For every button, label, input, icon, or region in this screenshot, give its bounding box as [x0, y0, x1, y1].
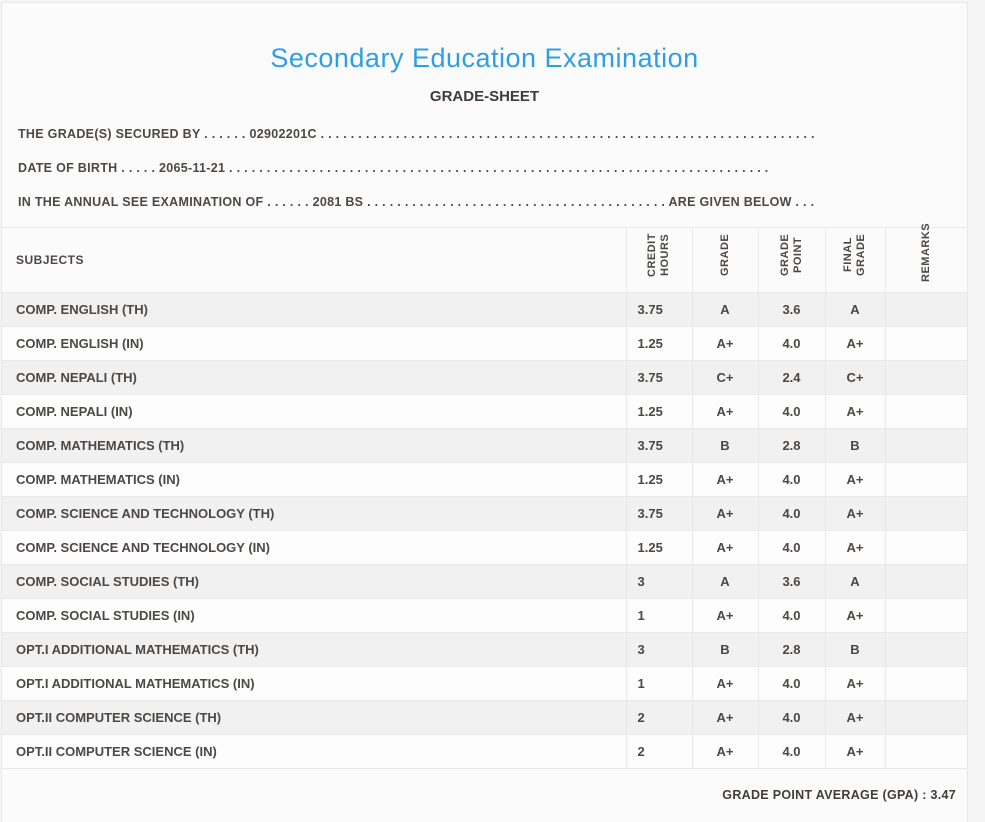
- table-row: [2, 497, 967, 531]
- cell-credit-hours: 1.25: [626, 327, 692, 361]
- statement-label: THE GRADE(S) SECURED BY: [18, 127, 201, 141]
- cell-final-grade: B: [825, 633, 885, 667]
- cell-grade-point: 4.0: [758, 599, 825, 633]
- dotted-fill: . . . . . . . . . . . . . . . . . . . . . . . . . . . . . . . . . . . . . . . . . . . . . . . . . . . . . . . . . . . . . . . . . .: [316, 127, 815, 141]
- cell-subject: COMP. ENGLISH (TH): [16, 302, 148, 317]
- cell-final-grade: C+: [825, 361, 885, 395]
- cell-grade: A+: [692, 327, 758, 361]
- dotted-fill: . . . . . . . . . . . . . . . . . . . . . . . . . . . . . . . . . . . . . . . . . . . . . . . . . . . . . . . . . . . . . . . . . . . . . . . .: [225, 161, 769, 175]
- cell-credit-hours: 1: [626, 599, 692, 633]
- statement-date-of-birth: [18, 159, 866, 177]
- cell-final-grade: A+: [825, 497, 885, 531]
- cell-grade-point: 4.0: [758, 463, 825, 497]
- cell-remarks: [885, 327, 967, 361]
- cell-subject: COMP. SCIENCE AND TECHNOLOGY (TH): [2, 497, 626, 531]
- cell-grade: A: [692, 293, 758, 327]
- cell-remarks: [885, 361, 967, 395]
- cell-remarks: [885, 667, 967, 701]
- cell-grade: C+: [692, 361, 758, 395]
- cell-final-grade: A+: [825, 327, 885, 361]
- cell-final-grade: A+: [825, 667, 885, 701]
- cell-grade-point: 4.0: [758, 667, 825, 701]
- table-row: [2, 531, 967, 565]
- table-row: [2, 565, 967, 599]
- cell-grade-point: 2.4: [758, 361, 825, 395]
- cell-grade-point: 4.0: [758, 497, 825, 531]
- cell-subject: COMP. NEPALI (TH): [2, 361, 626, 395]
- page-title: Secondary Education Examination: [270, 43, 699, 73]
- cell-subject: COMP. SOCIAL STUDIES (TH): [2, 565, 626, 599]
- column-header-subjects: SUBJECTS: [2, 228, 626, 293]
- rotated-header-label: REMARKS: [919, 222, 932, 282]
- grade-table: [2, 222, 967, 769]
- cell-final-grade: A: [825, 565, 885, 599]
- table-row: [2, 599, 967, 633]
- cell-subject: COMP. NEPALI (IN): [2, 395, 626, 429]
- cell-remarks: [885, 429, 967, 463]
- cell-subject: COMP. SCIENCE AND TECHNOLOGY (IN): [2, 531, 626, 565]
- statement-label: DATE OF BIRTH: [18, 161, 118, 175]
- column-header-final-grade: [825, 228, 885, 293]
- cell-remarks: [885, 701, 967, 735]
- cell-credit-hours: 3.75: [626, 429, 692, 463]
- table-header-row: [2, 228, 967, 293]
- cell-grade: A+: [692, 531, 758, 565]
- statements-block: [18, 125, 866, 211]
- cell-remarks: [885, 633, 967, 667]
- column-header-remarks: [885, 222, 967, 293]
- cell-grade: A: [692, 565, 758, 599]
- cell-grade: A+: [692, 701, 758, 735]
- statement-grades-secured-by: [18, 125, 866, 143]
- cell-subject: COMP. MATHEMATICS (IN): [2, 463, 626, 497]
- page-background: [0, 2, 985, 822]
- cell-grade-point: 4.0: [758, 735, 825, 769]
- cell-grade: B: [692, 429, 758, 463]
- cell-final-grade: A: [825, 293, 885, 327]
- cell-grade-point: 4.0: [758, 531, 825, 565]
- cell-remarks: [885, 293, 967, 327]
- cell-subject: COMP. ENGLISH (IN): [2, 327, 626, 361]
- gpa-summary: GRADE POINT AVERAGE (GPA) : 3.47: [722, 788, 956, 802]
- table-row: [2, 395, 967, 429]
- cell-credit-hours: 3: [626, 565, 692, 599]
- cell-credit-hours: 3: [626, 633, 692, 667]
- column-header-grade-point: [758, 228, 825, 293]
- table-row: [2, 667, 967, 701]
- cell-grade-point: 4.0: [758, 395, 825, 429]
- dotted-fill: . . . . . .: [263, 195, 313, 209]
- column-header-grade: [692, 228, 758, 293]
- cell-subject: COMP. MATHEMATICS (TH): [2, 429, 626, 463]
- dotted-fill: . . . . . .: [200, 127, 250, 141]
- dotted-fill: . . . . . . . . . . . . . . . . . . . . . . . . . . . . . . . . . . . . . . . .: [363, 195, 669, 209]
- cell-subject: COMP. SOCIAL STUDIES (IN): [2, 599, 626, 633]
- cell-credit-hours: 2: [626, 701, 692, 735]
- cell-grade: A+: [692, 395, 758, 429]
- birth-date-value: 2065-11-21: [159, 161, 226, 175]
- page-subtitle: GRADE-SHEET: [429, 88, 540, 105]
- table-row: [2, 463, 967, 497]
- cell-remarks: [885, 565, 967, 599]
- symbol-number-value: 02902201C: [249, 127, 317, 141]
- cell-grade: A+: [692, 599, 758, 633]
- table-row: [2, 429, 967, 463]
- cell-final-grade: A+: [825, 701, 885, 735]
- dotted-fill: . . . . .: [117, 161, 160, 175]
- cell-credit-hours: 3.75: [626, 497, 692, 531]
- table-row: [2, 633, 967, 667]
- cell-credit-hours: 1.25: [626, 531, 692, 565]
- cell-remarks: [885, 735, 967, 769]
- cell-subject: OPT.I ADDITIONAL MATHEMATICS (TH): [2, 633, 626, 667]
- cell-credit-hours: 3.75: [626, 293, 692, 327]
- cell-grade-point: 4.0: [758, 327, 825, 361]
- cell-remarks: [885, 599, 967, 633]
- rotated-header-label: CREDIT HOURS: [646, 233, 671, 277]
- cell-credit-hours: 2: [626, 735, 692, 769]
- table-row: [2, 361, 967, 395]
- cell-final-grade: A+: [825, 395, 885, 429]
- cell-grade-point: 3.6: [758, 565, 825, 599]
- cell-subject: OPT.II COMPUTER SCIENCE (TH): [2, 701, 626, 735]
- cell-final-grade: A+: [825, 735, 885, 769]
- cell-final-grade: B: [825, 429, 885, 463]
- cell-subject: OPT.II COMPUTER SCIENCE (IN): [2, 735, 626, 769]
- cell-credit-hours: 1: [626, 667, 692, 701]
- cell-grade-point: 2.8: [758, 429, 825, 463]
- cell-remarks: [885, 531, 967, 565]
- cell-final-grade: A+: [825, 599, 885, 633]
- cell-subject: OPT.I ADDITIONAL MATHEMATICS (IN): [2, 667, 626, 701]
- rotated-header-label: FINAL GRADE: [842, 233, 867, 277]
- table-row: [2, 735, 967, 769]
- cell-remarks: [885, 395, 967, 429]
- cell-grade-point: 3.6: [758, 293, 825, 327]
- grade-table-body: [2, 293, 967, 769]
- column-header-credit-hours: [626, 228, 692, 293]
- cell-final-grade: A+: [825, 531, 885, 565]
- cell-grade: A+: [692, 667, 758, 701]
- statement-examination-year: [18, 193, 866, 211]
- rotated-header-label: GRADE: [718, 233, 731, 277]
- statement-label: IN THE ANNUAL SEE EXAMINATION OF: [18, 195, 264, 209]
- statement-suffix: ARE GIVEN BELOW . . .: [668, 195, 815, 209]
- cell-final-grade: A+: [825, 463, 885, 497]
- cell-grade-point: 2.8: [758, 633, 825, 667]
- cell-credit-hours: 3.75: [626, 361, 692, 395]
- cell-grade: B: [692, 633, 758, 667]
- table-row: [2, 293, 967, 327]
- cell-grade: A+: [692, 463, 758, 497]
- cell-credit-hours: 1.25: [626, 395, 692, 429]
- cell-grade-point: 4.0: [758, 701, 825, 735]
- cell-remarks: [885, 497, 967, 531]
- cell-credit-hours: 1.25: [626, 463, 692, 497]
- rotated-header-label: GRADE POINT: [778, 233, 804, 277]
- cell-remarks: [885, 463, 967, 497]
- table-row: [2, 701, 967, 735]
- grade-sheet-card: [1, 2, 968, 822]
- table-row: [2, 327, 967, 361]
- exam-year-value: 2081 BS: [312, 195, 364, 209]
- cell-grade: A+: [692, 735, 758, 769]
- cell-grade: A+: [692, 497, 758, 531]
